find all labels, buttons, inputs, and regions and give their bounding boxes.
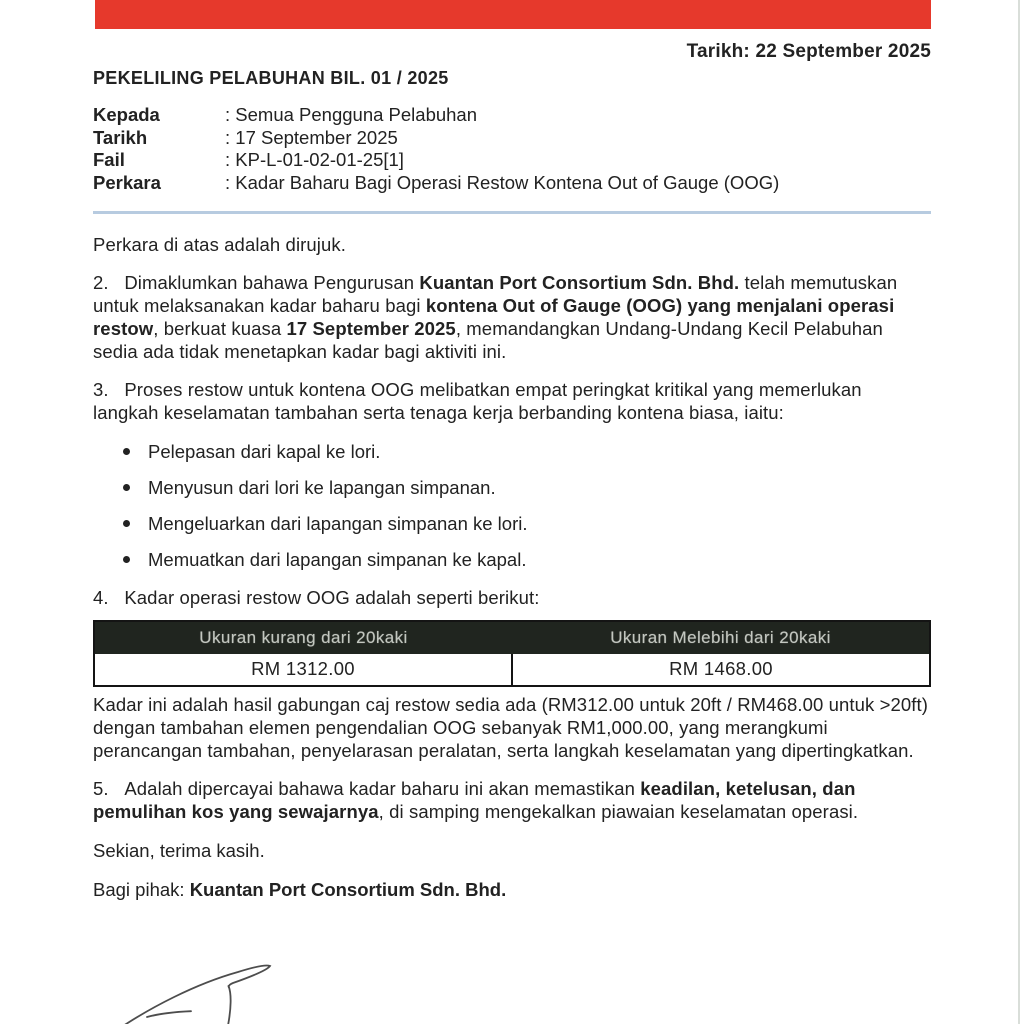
bullet-icon	[123, 448, 130, 455]
rates-table-header-cell: Ukuran kurang dari 20kaki	[199, 628, 408, 647]
bullet-icon	[123, 484, 130, 491]
list-item	[93, 548, 931, 571]
rates-table-data-row	[95, 654, 929, 685]
scan-edge-line	[1018, 0, 1020, 1024]
meta-value: : KP-L-01-02-01-25[1]	[225, 149, 404, 170]
closing-thanks: Sekian, terima kasih.	[93, 840, 265, 861]
date-line: Tarikh: 22 September 2025	[686, 41, 931, 62]
list-item-text: Menyusun dari lori ke lapangan simpanan.	[148, 477, 496, 498]
rates-table-cell: RM 1468.00	[669, 658, 773, 679]
rates-table	[93, 620, 931, 687]
closing-on-behalf: Bagi pihak: Kuantan Port Consortium Sdn. Bhd.	[93, 879, 507, 900]
paragraph-5: 5. Adalah dipercayai bahawa kadar baharu ini akan memastikan keadilan, ketelusan, dan pemulihan kos yang sewajarnya, di samping mengekalkan piawaian keselamatan operasi.	[93, 778, 859, 822]
circular-title: PEKELILING PELABUHAN BIL. 01 / 2025	[93, 68, 449, 88]
list-item	[93, 476, 931, 499]
meta-label: Fail	[93, 149, 125, 170]
meta-label: Perkara	[93, 171, 161, 193]
rates-table-header-cell: Ukuran Melebihi dari 20kaki	[610, 628, 831, 647]
paragraph-3: 3. Proses restow untuk kontena OOG melibatkan empat peringkat kritikal yang memerlukan langkah keselamatan tambahan serta tenaga kerja berbanding kontena biasa, iaitu:	[93, 379, 862, 423]
signature	[100, 950, 350, 1024]
meta-label: Kepada	[93, 104, 160, 125]
meta-row-fail	[93, 149, 931, 172]
paragraph-4-lead: 4. Kadar operasi restow OOG adalah seperti berikut:	[93, 587, 540, 608]
bullet-icon	[123, 556, 130, 563]
paragraph-2: 2. Dimaklumkan bahawa Pengurusan Kuantan Port Consortium Sdn. Bhd. telah memutuskan untuk melaksanakan kadar baharu bagi kontena Out of Gauge (OOG) yang menjalani operasi restow, berkuat kuasa 17 September 2025, memandangkan Undang-Undang Kecil Pelabuhan sedia ada tidak menetapkan kadar bagi aktiviti ini.	[93, 272, 898, 362]
meta-block	[93, 104, 931, 194]
document-content	[93, 0, 931, 901]
list-item	[93, 440, 931, 463]
list-item	[93, 512, 931, 535]
rates-table-header-row	[95, 622, 929, 654]
list-item-text: Pelepasan dari kapal ke lori.	[148, 441, 381, 462]
rates-table-cell: RM 1312.00	[95, 654, 513, 685]
restow-steps-list	[93, 440, 931, 571]
list-item-text: Mengeluarkan dari lapangan simpanan ke lori.	[148, 513, 528, 534]
meta-row-perkara	[93, 172, 931, 195]
meta-value: : 17 September 2025	[225, 126, 398, 148]
paragraph-reference: Perkara di atas adalah dirujuk.	[93, 234, 346, 255]
section-divider	[93, 211, 931, 214]
list-item-text: Memuatkan dari lapangan simpanan ke kapal.	[148, 549, 527, 570]
meta-row-kepada	[93, 104, 931, 127]
meta-row-tarikh	[93, 127, 931, 150]
meta-value: : Semua Pengguna Pelabuhan	[225, 104, 478, 125]
bullet-icon	[123, 520, 130, 527]
meta-value: : Kadar Baharu Bagi Operasi Restow Kontena Out of Gauge (OOG)	[225, 171, 780, 193]
meta-label: Tarikh	[93, 126, 148, 148]
paragraph-rate-explanation: Kadar ini adalah hasil gabungan caj restow sedia ada (RM312.00 untuk 20ft / RM468.00 untuk >20ft) dengan tambahan elemen pengendalian OOG sebanyak RM1,000.00, yang merangkumi perancangan tambahan, penyelarasan peralatan, serta langkah keselamatan yang dipertingkatkan.	[93, 694, 929, 761]
